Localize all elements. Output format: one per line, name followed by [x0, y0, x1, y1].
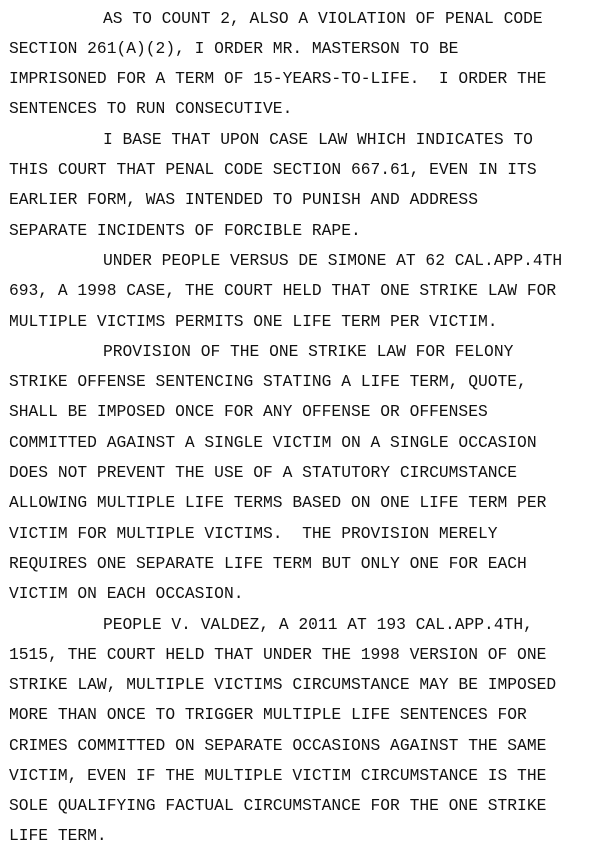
transcript-line: COMMITTED AGAINST A SINGLE VICTIM ON A SINGLE OCCASION — [9, 433, 537, 452]
transcript-line: VICTIM, EVEN IF THE MULTIPLE VICTIM CIRCUMSTANCE IS THE — [9, 766, 547, 785]
transcript-line: EARLIER FORM, WAS INTENDED TO PUNISH AND ADDRESS — [9, 190, 478, 209]
transcript-line: UNDER PEOPLE VERSUS DE SIMONE AT 62 CAL.APP.4TH — [103, 251, 563, 270]
transcript-line: STRIKE OFFENSE SENTENCING STATING A LIFE TERM, QUOTE, — [9, 372, 527, 391]
transcript-line: DOES NOT PREVENT THE USE OF A STATUTORY CIRCUMSTANCE — [9, 463, 518, 482]
transcript-line: SECTION 261(A)(2), I ORDER MR. MASTERSON TO BE — [9, 39, 459, 58]
transcript-line: AS TO COUNT 2, ALSO A VIOLATION OF PENAL CODE — [103, 9, 543, 28]
transcript-line: 693, A 1998 CASE, THE COURT HELD THAT ONE STRIKE LAW FOR — [9, 281, 557, 300]
transcript-line: I BASE THAT UPON CASE LAW WHICH INDICATES TO — [103, 130, 533, 149]
transcript-line: PEOPLE V. VALDEZ, A 2011 AT 193 CAL.APP.4TH, — [103, 615, 533, 634]
transcript-line: REQUIRES ONE SEPARATE LIFE TERM BUT ONLY ONE FOR EACH — [9, 554, 527, 573]
transcript-line: PROVISION OF THE ONE STRIKE LAW FOR FELONY — [103, 342, 514, 361]
transcript-line: ALLOWING MULTIPLE LIFE TERMS BASED ON ONE LIFE TERM PER — [9, 493, 547, 512]
transcript-line: 1515, THE COURT HELD THAT UNDER THE 1998 VERSION OF ONE — [9, 645, 547, 664]
transcript-line: VICTIM ON EACH OCCASION. — [9, 584, 244, 603]
transcript-line: STRIKE LAW, MULTIPLE VICTIMS CIRCUMSTANCE MAY BE IMPOSED — [9, 675, 557, 694]
transcript-line: MULTIPLE VICTIMS PERMITS ONE LIFE TERM PER VICTIM. — [9, 312, 498, 331]
transcript-line: MORE THAN ONCE TO TRIGGER MULTIPLE LIFE SENTENCES FOR — [9, 705, 527, 724]
transcript-line: SHALL BE IMPOSED ONCE FOR ANY OFFENSE OR OFFENSES — [9, 402, 488, 421]
transcript-line: SOLE QUALIFYING FACTUAL CIRCUMSTANCE FOR THE ONE STRIKE — [9, 796, 547, 815]
transcript-line: VICTIM FOR MULTIPLE VICTIMS. THE PROVISION MERELY — [9, 524, 498, 543]
transcript-line: SENTENCES TO RUN CONSECUTIVE. — [9, 99, 293, 118]
transcript-line: LIFE TERM. — [9, 826, 107, 845]
transcript-line: CRIMES COMMITTED ON SEPARATE OCCASIONS AGAINST THE SAME — [9, 736, 547, 755]
transcript-line: THIS COURT THAT PENAL CODE SECTION 667.61, EVEN IN ITS — [9, 160, 537, 179]
transcript-line: SEPARATE INCIDENTS OF FORCIBLE RAPE. — [9, 221, 361, 240]
transcript-line: IMPRISONED FOR A TERM OF 15-YEARS-TO-LIFE. I ORDER THE — [9, 69, 547, 88]
